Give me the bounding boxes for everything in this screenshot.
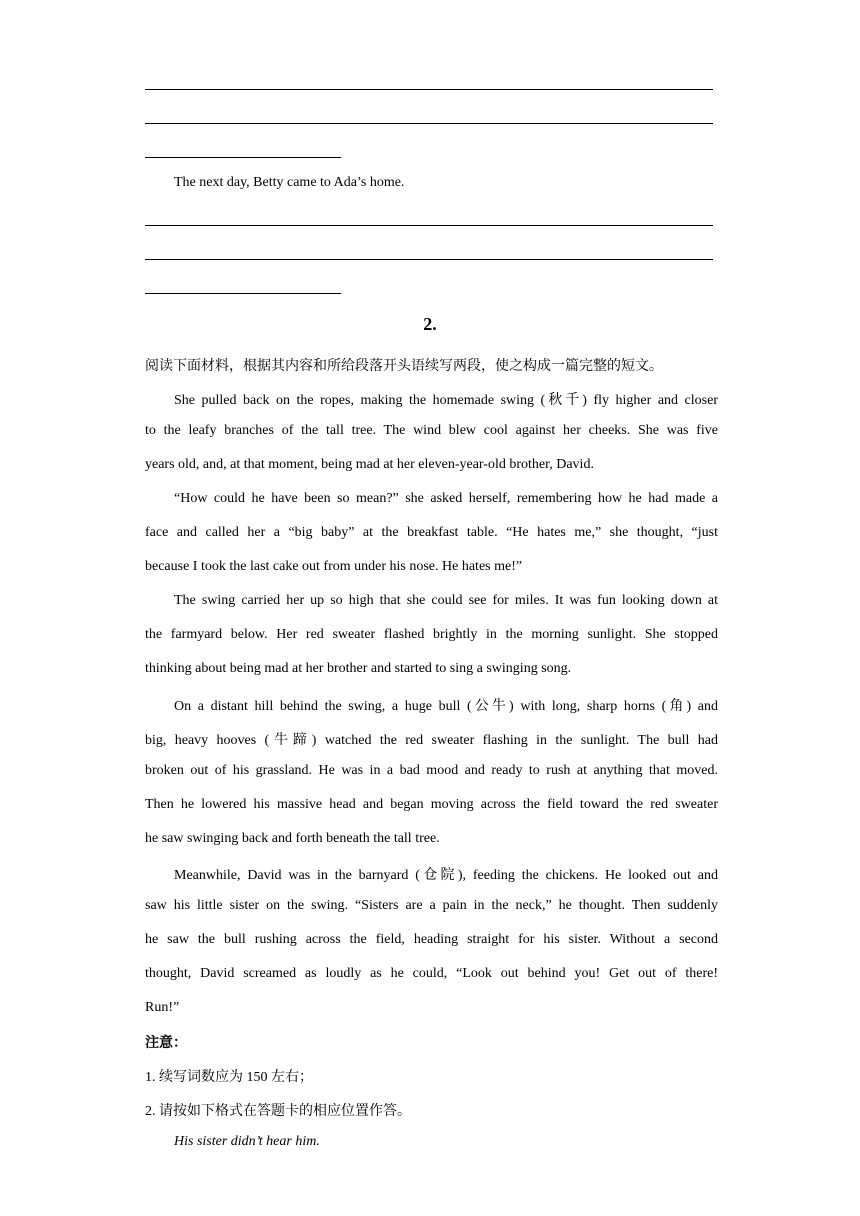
note-label: 注意：	[145, 1036, 187, 1051]
answer-line	[145, 259, 713, 260]
story-line: On a distant hill behind the swing, a huge bull (公牛) with long, sharp horns (角) and	[174, 699, 718, 714]
paragraph-prompt: The next day, Betty came to Ada’s home.	[174, 175, 405, 190]
paragraph-prompt: His sister didn’t hear him.	[174, 1134, 320, 1149]
story-line: Then he lowered his massive head and began moving across the field toward the red sweater	[145, 797, 718, 812]
story-line: thought, David screamed as loudly as he could, “Look out behind you! Get out of there!	[145, 966, 718, 981]
answer-line	[145, 89, 713, 90]
story-line: big, heavy hooves (牛蹄) watched the red sweater flashing in the sunlight. The bull had	[145, 733, 718, 748]
story-line: to the leafy branches of the tall tree. The wind blew cool against her cheeks. She was five	[145, 423, 718, 438]
story-line: years old, and, at that moment, being mad at her eleven-year-old brother, David.	[145, 457, 594, 472]
story-line: Meanwhile, David was in the barnyard (仓院), feeding the chickens. He looked out and	[174, 868, 718, 883]
story-line: thinking about being mad at her brother and started to sing a swinging song.	[145, 661, 572, 676]
story-line: because I took the last cake out from under his nose. He hates me!”	[145, 559, 523, 574]
story-line: The swing carried her up so high that she could see for miles. It was fun looking down at	[174, 593, 718, 608]
instruction-text: 阅读下面材料，根据其内容和所给段落开头语续写两段，使之构成一篇完整的短文。	[145, 359, 663, 374]
answer-line	[145, 157, 341, 158]
story-line: he saw swinging back and forth beneath the tall tree.	[145, 831, 440, 846]
story-line: the farmyard below. Her red sweater flashed brightly in the morning sunlight. She stopped	[145, 627, 718, 642]
note-item: 1. 续写词数应为 150 左右；	[145, 1070, 313, 1085]
answer-line	[145, 225, 713, 226]
story-line: She pulled back on the ropes, making the homemade swing (秋千) fly higher and closer	[174, 393, 718, 408]
story-line: saw his little sister on the swing. “Sisters are a pain in the neck,” he thought. Then suddenly	[145, 898, 718, 913]
answer-line	[145, 123, 713, 124]
answer-line	[145, 293, 341, 294]
story-line: “How could he have been so mean?” she asked herself, remembering how he had made a	[174, 491, 718, 506]
story-line: broken out of his grassland. He was in a bad mood and ready to rush at anything that moved.	[145, 763, 718, 778]
note-item: 2. 请按如下格式在答题卡的相应位置作答。	[145, 1104, 411, 1119]
question-number: 2.	[423, 314, 437, 334]
story-line: Run!”	[145, 1000, 180, 1015]
story-line: face and called her a “big baby” at the breakfast table. “He hates me,” she thought, “just	[145, 525, 718, 540]
story-line: he saw the bull rushing across the field, heading straight for his sister. Without a second	[145, 932, 718, 947]
